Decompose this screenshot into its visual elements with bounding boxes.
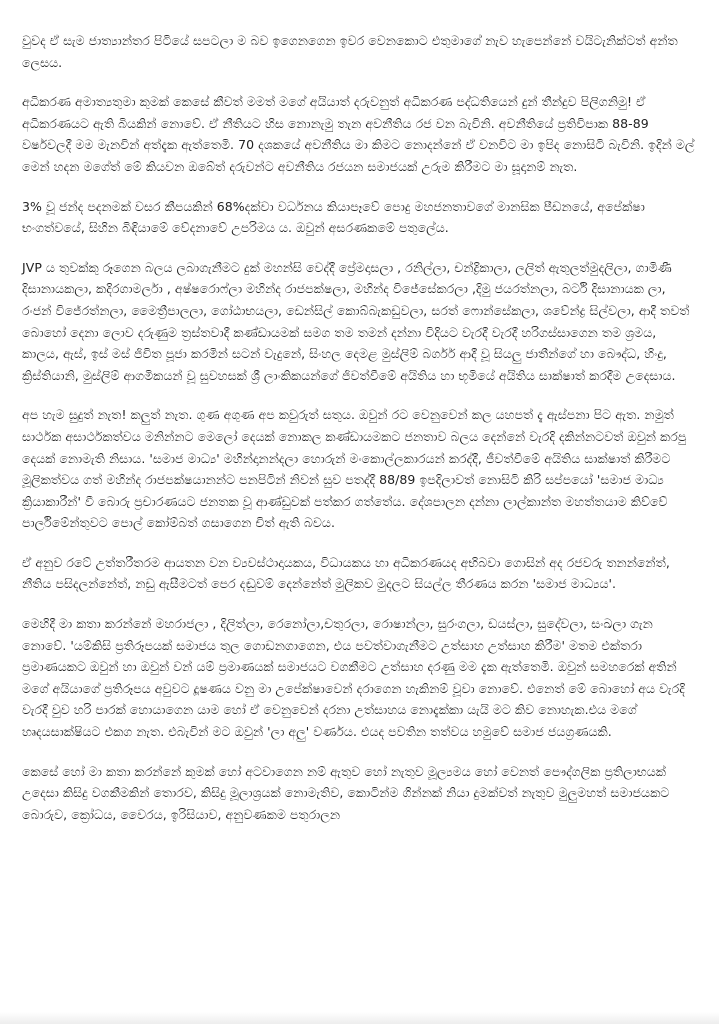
paragraph-8: කෙසේ හෝ මා කතා කරන්නේ කුමක් හෝ අටවාගෙන නම් ඇතුව හෝ නැතුව මූල්‍යමය හෝ වෙනත් පෞද්ගලික ප්‍රතිලාභයක් උදෙසා කිසිදු වගකීමකින් තොරව, කිසිදු මූලාශ්‍රයක් නොමැතිව, කොටින්ම ගින්නක් නියා දුමක්වත් නැතුව මුලුමහත් සමාජයකට බොරුව, ක්‍රෝධය, වෛරය, ඉරිසියාව, අනුවණකම පතුරාලන bbox=[22, 763, 670, 822]
paragraph-1: වුවද ඒ සැම ජාත්‍යාන්තර පිටියේ සපටලා ම බව ඉගෙනගෙන ඉවර වෙනකොට එතුමාගේ නැව හැපෙන්නේ වයිටැනික්ටත් අන්ත ලෙසය. bbox=[22, 33, 678, 70]
paragraph-2: අධිකරණ අමාත්‍යතුමා කුමක් කෙසේ කීවත් මමත් මගේ අයියාත් දරුවනුත් අධිකරණ පද්ධතියෙන් දුන් තීන්දුව පිලිගනිමු! ඒ අධිකරණයට ඇති බියකින් නොවේ. ඒ නීතියට හිස නොනැමු තැන අවනීතිය රජ වන බැවිනි. අවනීතියේ ප්‍රතිවිපාක 88-89 වර්ෂවලදී මම මැනවින් අත්දැක ඇත්තෙමි. 70 දශකයේ අවනීතිය මා කිමට නොදන්නේ ඒ වනවිට මා ඉපිද නොසිටි බැවිනි. ඉදින් මල් මෙන් හදන මගේත් මේ කියවන ඔබේත් දරුවන්ට අවනීතිය රජයන සමාජයක් උරුම කිරීමට මා සූදානම් නැත. bbox=[22, 94, 695, 174]
paragraph-3: 3% වූ ජන්ද පදනමක් වසර කීපයකින් 68%දක්වා වර්ධනය කියාපෑවේ පොදු මහජනතාවගේ මානසික පීඩනයේ, අපේක්ෂා භංගත්වයේ, සිහින බිඳියාමේ වේදනාවේ උපරිමය ය. ඔවුන් අසරණකමේ පතුලේය. bbox=[22, 198, 645, 236]
paragraph-4: JVP ය තුවක්කු රූගෙන බලය ලබාගැනීමට දුක් මහන්සි වෙද්දී ප්‍රේමදාසලා , රනිල්ලා, චන්ද්‍රිකාලා, ලලිත් ඇතුලත්මුදලිලා, ගාමිණී දිසානායකලා, කදිරගාමර්ලා , අෂ්ෂරොෆ්ලා මහින්ද රාජපක්ෂලා, මහින්ද විජේසේකරලා ,දිමු ජයරත්නලා, බර්ටි දිසානායක ලා, රංජන් විජේරත්නලා, මෛත්‍රීපාලලා, ගෝඨාභයලා, ඩෙන්සිල් කොබ්බැකඩුවලා, සරත් ෆොන්සේකලා, ශවේන්ද්‍ර සිල්වලා, ආදී තවත් බොහෝ දෙනා ලොව දරුණුම ත්‍රස්තවාදී කණ්ඩායමක් සමග තම තමන් දන්නා විදියට වැරදී වැරදී හරිගස්සාගෙන තම ශ්‍රමය, කාලය, ඇස්, ඉස් මස් ජිවිත පූජා කරමින් සටන් වැදුනේ, සිංහල දෙමළ මුස්ලිම් බර්ගර් ආදී වූ සියලු ජාතීන්ගේ හා බෞද්ධ, හිංදු, ක්‍රිස්තියානි, මුස්ලිම් ආගමිකයන් වූ සුවහසක් ශ්‍රී ලාංකිකයන්ගේ ජිවත්වීමේ අයිතිය හා භූමියේ අයිතිය සාක්ෂාත් කරදීම උදෙසාය. bbox=[22, 259, 690, 383]
paragraph-5: අප හැම සුදුත් නැත! කලුත් නැත. ගුණ අගුණ අප කවුරුත් සතුය. ඔවුන් රට වෙනුවෙන් කල යහපත් දැ ඇස්පනා පිට ඇත. නමුත් සාර්ථක අසාර්ථකත්වය මනින්නට මෙලෝ දෙයක් නොකල කණ්ඩායමකට ජනතාව බලය දෙන්නේ වැරදි දකින්නටවත් ඔවුන් කරපු දෙයක් නොමැති නිසාය. 'සමාජ මාධ්‍ය' මහින්දානන්දලා හොරුන් මංකොල්ලකාරයන් කරද්දී, ජීවත්වීමේ අයිතිය සාක්ෂාත් කිරීමට මූලිකත්වය ගත් මහින්ද රාජපක්ෂයානන්ට පනපිටින් නිවන් සුව පතද්දී 88/89 ඉපදිලාවත් නොසිටි කිරි සප්පයෝ 'සමාජ මාධ්‍ය ක්‍රියාකාරීන්' වී බොරු ප්‍රචාරණයට ජනතක වූ ආණ්ඩුවක් පත්කර ගත්තේය. දේශපාලන දන්නා ලාල්කාන්ත මහත්තයාම කිව්වේ පාර්ලිමේන්තුවට පොල් කෝම්බත් ගසාගෙන චිත් ඇති බවය. bbox=[22, 407, 687, 531]
paragraph-7: මෙහිදී මා කතා කරන්නේ මහරාජලා , දිලිත්ලා, රෙනෝලා,චතුරලා, රොෂාන්ලා, සුරංගලා, ඩයස්ලා, සුදේවලා, සංඛලා ගැන නොවේ. 'යම්කිසි ප්‍රතිරූපයක් සමාජය තුල ගොඩනගාගෙන, එය පවත්වාගැනීමට උත්සාහ උත්සාහ කිරීම' මතම එක්තරා ප්‍රමාණයකට ඔවුන් හා ඔවුන් වන් යම් ප්‍රමාණයක් සමාජයට වගකීමට උත්සාහ දරණු මම දැක ඇත්තෙමි. ඔවුන් සමහරෙක් අතින් මගේ අයියාගේ ප්‍රතිරූපය අවුවට දූෂණය වනු මා උපේක්ෂාවෙන් දරාගෙන හැකිනම් වූවා නොවේ. එනෙත් මේ බොහෝ අය වැරදි වැරදී වුව හරි පාරක් හොයාගෙන යාම හෝ ඒ වෙනුවෙන් දරනා උත්සාහය නොදැක්කා යැයි මට කිව නොහැක.එය මගේ හෘදයසාක්ෂියට එකග නැත. එබැවින් මට ඔවුන් 'ලා අලු' වර්ණය. එයද පවතින තත්වය හමුවේ සමාජ ජයග්‍රණයකි. bbox=[22, 616, 685, 740]
paragraph-6: ඒ අනුව රටේ උත්තරීතරම ආයතන වන ව්‍යවස්ථාදායකය, විධායකය හා අධිකරණයද අභිබවා ගොසින් අද රජවරු තනන්නේත්, නීතිය පසිදලන්නේත්, නඩු ඇසීමටත් පෙර දඬුවම් දෙන්නේත් මුලිකව මුදලට සියල්ල තීරණය කරන 'සමාජ මාධ්‍යය'. bbox=[22, 554, 670, 592]
page-bottom-edge bbox=[0, 1012, 719, 1024]
